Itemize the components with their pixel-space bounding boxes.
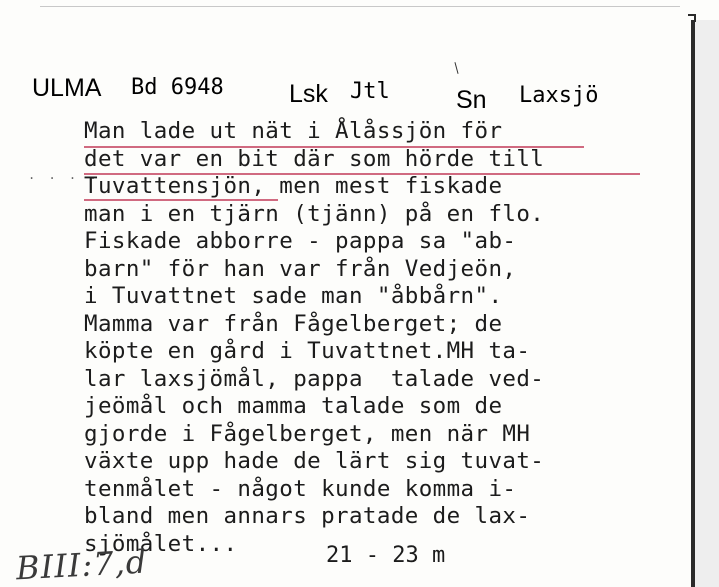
body-line: sjömålet... — [84, 530, 238, 557]
body-line: Man lade ut nät i Ålåssjön för — [84, 118, 503, 144]
body-line: jeömål och mamma talade som de — [84, 393, 503, 419]
body-line: det var en bit där som hörde till — [84, 145, 545, 172]
body-line: köpte en gård i Tuvattnet.MH ta- — [84, 338, 531, 364]
margin-dots: . . . . — [28, 168, 100, 182]
accession-number: Bd 6948 — [131, 75, 224, 100]
transcript-body — [84, 118, 544, 558]
body-line: bland men annars pratade de lax- — [84, 503, 531, 529]
parish-label: Sn — [456, 86, 487, 114]
province-code: Jtl — [350, 79, 390, 104]
card-right-edge — [691, 20, 695, 587]
header-tick-mark — [454, 62, 458, 74]
body-line: tenmålet - något kunde komma i- — [84, 475, 517, 502]
body-line: man i en tjärn (tjänn) på en flo. — [84, 200, 545, 227]
parish-name: Laxsjö — [519, 83, 599, 108]
body-line: växte upp hade de lärt sig tuvat- — [84, 448, 545, 474]
body-line: Tuvattensjön, men mest fiskade — [84, 173, 503, 199]
body-line: i Tuvattnet sade man "åbbårn". — [84, 283, 503, 309]
body-line: lar laxsjömål, pappa talade ved- — [84, 365, 545, 392]
card-corner — [688, 14, 696, 22]
body-line: Fiskade abborre - pappa sa "ab- — [84, 228, 517, 254]
card-top-edge — [40, 6, 680, 7]
body-line: barn" för han var från Vedjeön, — [84, 255, 517, 282]
archive-code: ULMA — [32, 74, 102, 102]
page-range: 21 - 23 m — [326, 543, 446, 568]
card-right-shadow — [695, 20, 719, 587]
county-code: Lsk — [289, 80, 328, 108]
body-line: Mamma var från Fågelberget; de — [84, 310, 503, 337]
body-line: gjorde i Fågelberget, men när MH — [84, 420, 531, 447]
handwritten-signum: BIII:7,d — [15, 542, 149, 587]
